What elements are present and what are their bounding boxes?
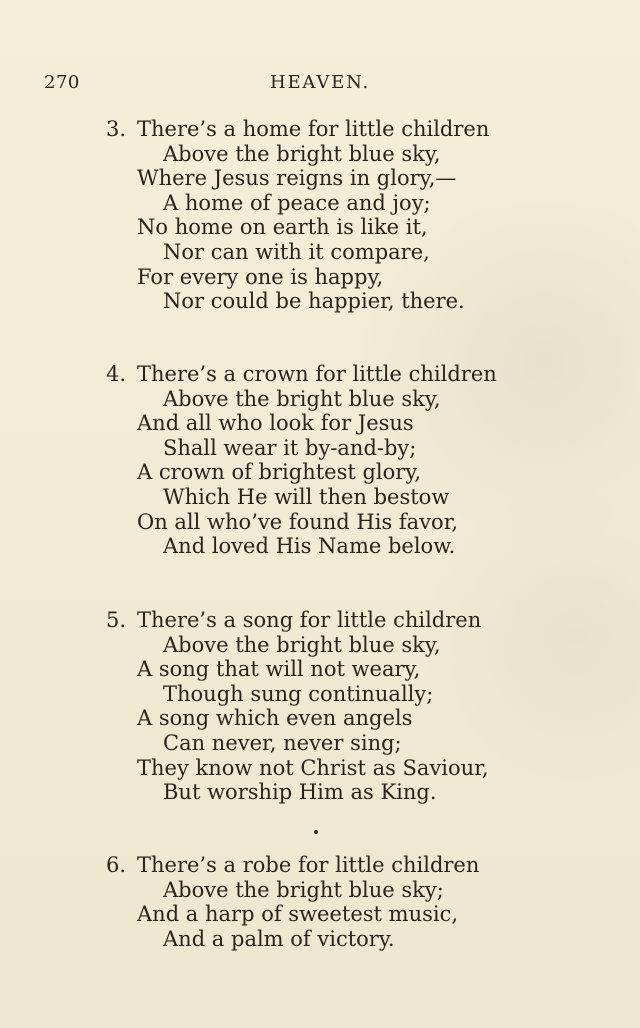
verse-line-text: Can never, never sing; [163,730,402,755]
verse-line-text: But worship Him as King. [163,780,437,805]
verse-line [0,362,640,387]
verse-line [0,510,640,535]
verse-number: 5. [106,608,127,632]
verse-line [0,289,640,314]
verse-line [0,460,640,485]
verse-line-text: Shall wear it by-and-by; [163,435,417,460]
verse-line-text: There’s a crown for little children [137,362,497,386]
verse-line-text: A song which even angels [137,706,413,731]
verse-line-text: No home on earth is like it, [137,215,428,240]
verse-line-text: Though sung continually; [163,681,434,706]
verse-number: 6. [106,853,127,877]
verse-line-text: They know not Christ as Saviour, [137,755,489,780]
verse-line [0,731,640,756]
verse-line [0,927,640,952]
verse-3 [0,117,640,314]
verse-line-text: And loved His Name below. [163,534,456,559]
verse-line-text: Where Jesus reigns in glory,— [137,166,457,191]
verse-line-text: And a harp of sweetest music, [137,902,459,927]
verse-line [0,756,640,781]
verse-line [0,411,640,436]
verse-line-text: A song that will not weary, [137,657,421,682]
verse-number: 4. [106,362,127,386]
verse-line [0,436,640,461]
page-number: 270 [44,72,80,93]
verse-line-text: Which He will then bestow [163,484,450,509]
verse-line [0,215,640,240]
verse-line [0,657,640,682]
verse-6 [0,853,640,951]
verse-line-text: For every one is happy, [137,264,384,289]
verse-line-text: A home of peace and joy; [163,190,431,215]
verse-line [0,166,640,191]
verse-line-text: A crown of brightest glory, [137,460,422,485]
verse-number: 3. [106,117,127,141]
verse-line [0,706,640,731]
verse-line [0,240,640,265]
verse-line [0,265,640,290]
verse-line [0,633,640,658]
verse-line-text: On all who’ve found His favor, [137,509,459,534]
verse-line-text: There’s a robe for little children [137,853,480,877]
verse-line [0,608,640,633]
verse-4 [0,362,640,559]
verse-line [0,878,640,903]
verse-line [0,387,640,412]
verse-line-text: And all who look for Jesus [137,411,414,436]
verse-line [0,780,640,805]
verse-line-text: And a palm of victory. [163,926,395,951]
verse-line-text: Above the bright blue sky; [163,877,444,902]
verse-line-text: Above the bright blue sky, [163,632,441,657]
verse-line [0,534,640,559]
verse-line [0,485,640,510]
verse-line-text: There’s a home for little children [137,117,490,141]
running-title: HEAVEN. [270,72,370,93]
verse-line-text: Nor can with it compare, [163,239,430,264]
verse-line-text: Nor could be happier, there. [163,289,465,314]
verse-line-text: Above the bright blue sky, [163,141,441,166]
verse-line [0,682,640,707]
verse-line [0,853,640,878]
verse-line [0,191,640,216]
verse-line-text: There’s a song for little children [137,608,482,632]
verse-line [0,142,640,167]
verse-line [0,902,640,927]
verse-5 [0,608,640,805]
verse-line-text: Above the bright blue sky, [163,386,441,411]
printing-speck [314,830,318,834]
verse-line [0,117,640,142]
page-header [0,72,640,102]
